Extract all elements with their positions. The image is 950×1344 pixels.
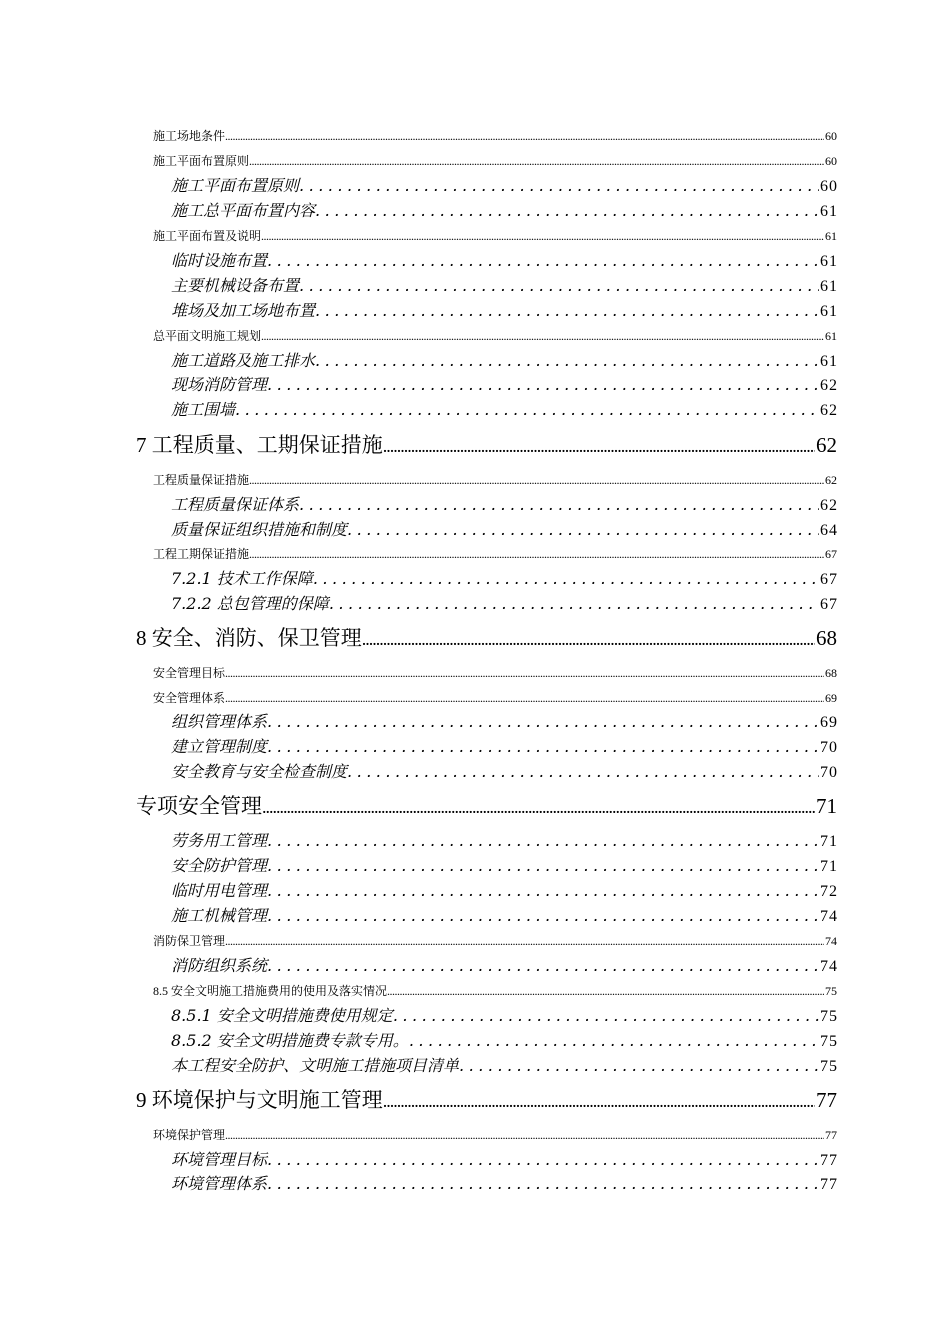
dot-leader <box>313 568 819 590</box>
toc-entry-title: 劳务用工管理 <box>171 831 268 850</box>
dot-leader <box>315 350 819 372</box>
toc-entry-title: 施工机械管理 <box>171 906 268 925</box>
toc-entry[interactable] <box>171 300 838 322</box>
toc-entry[interactable] <box>171 761 838 783</box>
toc-entry[interactable] <box>171 350 838 372</box>
toc-entry-page: 64 <box>820 522 838 539</box>
toc-entry[interactable] <box>171 855 838 877</box>
toc-entry-title: 工程工期保证措施 <box>153 547 250 561</box>
toc-entry-title: 施工平面布置及说明 <box>153 229 262 243</box>
toc-entry[interactable] <box>153 1127 837 1143</box>
toc-entry[interactable] <box>171 593 838 615</box>
toc-entry-title: 施工平面布置原则 <box>171 176 300 195</box>
toc-entry-title: 建立管理制度 <box>171 737 268 756</box>
toc-entry-page: 62 <box>825 473 837 487</box>
dot-leader <box>267 711 819 733</box>
toc-entry-title: 安全防护管理 <box>171 856 268 875</box>
toc-entry-title: 工程质量保证体系 <box>171 495 300 514</box>
dot-leader <box>267 955 819 977</box>
toc-entry[interactable] <box>153 128 837 144</box>
toc-entry-page: 69 <box>820 714 838 731</box>
dot-leader <box>267 374 819 396</box>
dot-leader <box>299 175 819 197</box>
toc-entry[interactable] <box>171 568 838 590</box>
toc-entry[interactable] <box>153 472 837 488</box>
toc-entry-title: 堆场及加工场地布置 <box>171 301 316 320</box>
toc-entry-title: 施工平面布置原则 <box>153 154 250 168</box>
toc-entry-title: 消防组织系统 <box>171 956 268 975</box>
dot-leader <box>347 761 819 783</box>
dot-leader <box>267 905 819 927</box>
dot-leader <box>387 983 824 999</box>
toc-entry[interactable] <box>153 983 837 999</box>
toc-entry-page: 61 <box>825 329 837 343</box>
dot-leader <box>299 275 819 297</box>
toc-entry-page: 61 <box>825 229 837 243</box>
toc-entry-page: 62 <box>820 377 838 394</box>
dot-leader <box>225 1127 824 1143</box>
toc-entry-page: 68 <box>816 626 837 650</box>
toc-entry[interactable] <box>153 933 837 949</box>
toc-entry[interactable] <box>171 494 838 516</box>
toc-entry-page: 71 <box>820 858 838 875</box>
dot-leader <box>249 153 824 169</box>
dot-leader <box>267 880 819 902</box>
toc-entry-title: 本工程安全防护、文明施工措施项目清单 <box>171 1056 460 1075</box>
toc-entry[interactable] <box>136 624 837 652</box>
toc-entry[interactable] <box>171 275 838 297</box>
toc-entry[interactable] <box>171 1173 838 1195</box>
toc-entry-page: 75 <box>820 1008 838 1025</box>
toc-entry-page: 62 <box>820 402 838 419</box>
dot-leader <box>347 519 819 541</box>
toc-entry[interactable] <box>153 328 837 344</box>
toc-entry-title: 环境管理体系 <box>171 1174 268 1193</box>
toc-entry-title: 安全管理体系 <box>153 691 226 705</box>
dot-leader <box>267 1149 819 1171</box>
dot-leader <box>393 1005 819 1027</box>
toc-entry[interactable] <box>171 1055 838 1077</box>
toc-entry-title: 7 工程质量、工期保证措施 <box>136 433 383 457</box>
toc-entry-page: 77 <box>825 1128 837 1142</box>
toc-entry[interactable] <box>171 905 838 927</box>
toc-entry[interactable] <box>136 1086 837 1114</box>
toc-entry-page: 60 <box>825 154 837 168</box>
toc-entry-title: 环境管理目标 <box>171 1150 268 1169</box>
toc-entry-page: 77 <box>820 1152 838 1169</box>
toc-entry-title: 临时用电管理 <box>171 881 268 900</box>
toc-entry-page: 74 <box>820 908 838 925</box>
toc-entry-page: 61 <box>820 253 838 270</box>
toc-entry-page: 61 <box>820 278 838 295</box>
dot-leader <box>267 250 819 272</box>
dot-leader <box>262 793 815 820</box>
toc-entry-page: 60 <box>825 129 837 143</box>
toc-entry[interactable] <box>171 880 838 902</box>
dot-leader <box>409 1030 819 1052</box>
toc-entry[interactable] <box>171 711 838 733</box>
toc-entry-title: 组织管理体系 <box>171 712 268 731</box>
dot-leader <box>329 593 819 615</box>
toc-entry[interactable] <box>171 1149 838 1171</box>
toc-entry[interactable] <box>171 374 838 396</box>
dot-leader <box>261 228 824 244</box>
dot-leader <box>362 625 815 652</box>
toc-entry-title: 8.5.1 安全文明措施费使用规定 <box>171 1006 393 1025</box>
toc-entry-title: 7.2.1 技术工作保障 <box>171 569 313 588</box>
toc-entry[interactable] <box>153 665 837 681</box>
dot-leader <box>249 472 824 488</box>
dot-leader <box>249 546 824 562</box>
toc-entry-title: 7.2.2 总包管理的保障 <box>171 594 329 613</box>
toc-entry-page: 75 <box>820 1033 838 1050</box>
toc-entry[interactable] <box>171 399 838 421</box>
toc-entry-page: 75 <box>820 1058 838 1075</box>
toc-entry-title: 总平面文明施工规划 <box>153 329 262 343</box>
toc-entry-page: 68 <box>825 666 837 680</box>
toc-entry[interactable] <box>171 250 838 272</box>
dot-leader <box>459 1055 819 1077</box>
toc-entry[interactable] <box>171 955 838 977</box>
dot-leader <box>261 328 824 344</box>
toc-entry-title: 专项安全管理 <box>136 794 262 818</box>
toc-entry-title: 施工场地条件 <box>153 129 226 143</box>
toc-entry-title: 施工总平面布置内容 <box>171 201 316 220</box>
toc-entry-page: 77 <box>820 1176 838 1193</box>
toc-entry-page: 61 <box>820 303 838 320</box>
dot-leader <box>225 690 824 706</box>
toc-entry[interactable] <box>136 431 837 459</box>
toc-entry-title: 8.5 安全文明施工措施费用的使用及落实情况 <box>153 984 388 998</box>
toc-entry-title: 消防保卫管理 <box>153 934 226 948</box>
toc-entry-page: 72 <box>820 883 838 900</box>
toc-entry-title: 主要机械设备布置 <box>171 276 300 295</box>
toc-entry[interactable] <box>153 690 837 706</box>
toc-entry[interactable] <box>171 736 838 758</box>
dot-leader <box>267 855 819 877</box>
toc-entry-title: 环境保护管理 <box>153 1128 226 1142</box>
toc-entry-title: 现场消防管理 <box>171 375 268 394</box>
toc-entry[interactable] <box>171 1030 838 1052</box>
toc-entry-page: 62 <box>816 433 837 457</box>
toc-entry-title: 施工道路及施工排水 <box>171 351 316 370</box>
dot-leader <box>299 494 819 516</box>
toc-entry-page: 71 <box>820 833 838 850</box>
toc-entry-page: 70 <box>820 739 838 756</box>
toc-entry-page: 67 <box>825 547 837 561</box>
toc-entry-page: 61 <box>820 203 838 220</box>
dot-leader <box>267 736 819 758</box>
toc-entry-page: 69 <box>825 691 837 705</box>
toc-entry-page: 74 <box>820 958 838 975</box>
toc-entry-page: 61 <box>820 353 838 370</box>
toc-entry-title: 9 环境保护与文明施工管理 <box>136 1088 383 1112</box>
dot-leader <box>267 1173 819 1195</box>
toc-entry[interactable] <box>171 830 838 852</box>
toc-entry[interactable] <box>153 228 837 244</box>
toc-entry-page: 75 <box>825 984 837 998</box>
toc-entry-page: 70 <box>820 764 838 781</box>
dot-leader <box>225 933 824 949</box>
toc-entry-page: 67 <box>820 571 838 588</box>
toc-entry-title: 工程质量保证措施 <box>153 473 250 487</box>
dot-leader <box>225 128 824 144</box>
toc-entry-title: 临时设施布置 <box>171 251 268 270</box>
dot-leader <box>383 1087 815 1114</box>
toc-entry[interactable] <box>153 546 837 562</box>
dot-leader <box>225 665 824 681</box>
toc-entry-page: 60 <box>820 178 838 195</box>
toc-entry[interactable] <box>171 519 838 541</box>
toc-entry-page: 67 <box>820 596 838 613</box>
toc-entry[interactable] <box>153 153 837 169</box>
toc-entry-page: 62 <box>820 497 838 514</box>
toc-entry[interactable] <box>171 175 838 197</box>
toc-entry-page: 74 <box>825 934 837 948</box>
toc-entry-title: 安全管理目标 <box>153 666 226 680</box>
toc-entry-title: 8.5.2 安全文明措施费专款专用。 <box>171 1031 409 1050</box>
dot-leader <box>267 830 819 852</box>
dot-leader <box>315 300 819 322</box>
toc-entry-title: 质量保证组织措施和制度 <box>171 520 348 539</box>
toc-entry[interactable] <box>136 792 837 820</box>
toc-entry-title: 安全教育与安全检查制度 <box>171 762 348 781</box>
toc-entry[interactable] <box>171 1005 838 1027</box>
toc-entry-title: 8 安全、消防、保卫管理 <box>136 626 362 650</box>
dot-leader <box>383 432 815 459</box>
dot-leader <box>235 399 819 421</box>
dot-leader <box>315 200 819 222</box>
toc-entry-title: 施工围墙 <box>171 400 236 419</box>
toc-entry-page: 77 <box>816 1088 837 1112</box>
toc-entry-page: 71 <box>816 794 837 818</box>
toc-entry[interactable] <box>171 200 838 222</box>
